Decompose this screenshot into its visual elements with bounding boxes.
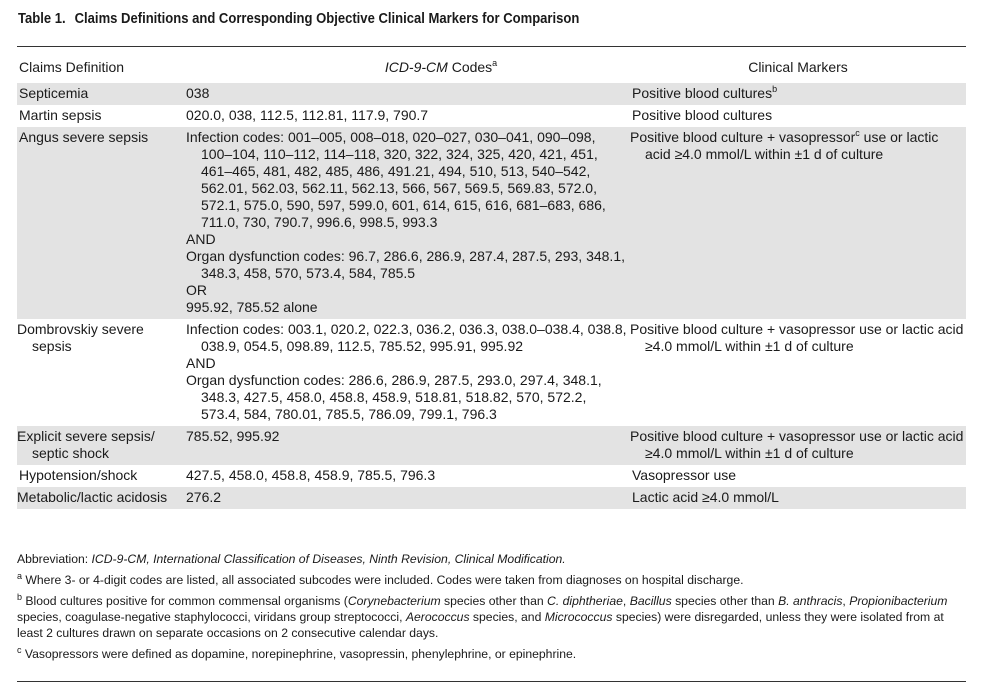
header-clinical-markers: Clinical Markers bbox=[748, 59, 848, 75]
marker-cell: Positive blood culture + vasopressor$^c$ use or lactic acid ≥4.0 mmol/L within ±1 d of culture bbox=[630, 127, 966, 319]
marker-cell: Lactic acid ≥4.0 mmol/L bbox=[630, 487, 966, 509]
footnote-b: $^b$ Blood cultures positive for common commensal organisms (Corynebacterium species other than C. diphtheriae, Bacillus species other than B. anthracis, Propionibacterium species, coagulase-negative staphylococci, viridans group streptococci, Aerococcus species, and Micrococcus species) were disregarded, unless they were isolated from at least 2 cultures drawn on separate occasions on 2 consecutive calendar days. bbox=[17, 592, 948, 640]
infection-codes: Infection codes: 003.1, 020.2, 022.3, 036.2, 036.3, 038.0–038.4, 038.8, 038.9, 054.5, 098.89, 112.5, 785.52, 995.91, 995.92 bbox=[186, 321, 627, 354]
table-row bbox=[17, 127, 966, 319]
organ-dysfunction-codes: Organ dysfunction codes: 286.6, 286.9, 287.5, 293.0, 297.4, 348.1, 348.3, 427.5, 458.0, 458.8, 458.9, 518.81, 518.82, 570, 572.2, 573.4, 584, 780.01, 785.5, 786.09, 799.1, 796.3 bbox=[186, 372, 602, 422]
and-connector: AND bbox=[186, 231, 216, 247]
organ-dysfunction-codes: Organ dysfunction codes: 96.7, 286.6, 286.9, 287.4, 287.5, 293, 348.1, 348.3, 458, 570, 573.4, 584, 785.5 bbox=[186, 248, 625, 281]
top-rule bbox=[17, 46, 966, 47]
footnote-c: $^c$ Vasopressors were defined as dopamine, norepinephrine, vasopressin, phenylephrine, or epinephrine. bbox=[17, 645, 577, 661]
header-icd-codes: ICD-9-CM Codes$^a$ bbox=[384, 58, 498, 75]
definition-cell: Martin sepsis bbox=[19, 107, 102, 123]
marker-cell: Positive blood culture + vasopressor use or lactic acid ≥4.0 mmol/L within ±1 d of culture bbox=[630, 426, 966, 465]
header-row bbox=[17, 56, 966, 83]
table-caption: Claims Definitions and Corresponding Objective Clinical Markers for Comparison bbox=[74, 11, 580, 27]
marker-cell: Positive blood cultures$^b$ bbox=[630, 83, 966, 105]
claims-table bbox=[17, 56, 966, 509]
definition-cell: Dombrovskiy severe sepsis bbox=[17, 321, 144, 354]
bottom-rule bbox=[17, 681, 966, 682]
table-row bbox=[17, 105, 966, 127]
and-connector: AND bbox=[186, 355, 216, 371]
marker-cell: Positive blood culture + vasopressor use or lactic acid ≥4.0 mmol/L within ±1 d of culture bbox=[630, 321, 964, 354]
table-number: Table 1. bbox=[18, 11, 66, 27]
codes-cell bbox=[184, 319, 630, 426]
codes-cell bbox=[184, 127, 630, 319]
codes-cell: 276.2 bbox=[184, 487, 630, 509]
table-title bbox=[18, 11, 579, 27]
definition-cell: Metabolic/lactic acidosis bbox=[17, 487, 184, 509]
header-claims-definition: Claims Definition bbox=[19, 59, 125, 75]
definition-cell: Explicit severe sepsis/ septic shock bbox=[17, 426, 184, 465]
codes-cell: 020.0, 038, 112.5, 112.81, 117.9, 790.7 bbox=[186, 107, 429, 123]
definition-cell: Septicemia bbox=[17, 83, 184, 105]
marker-cell: Vasopressor use bbox=[632, 467, 737, 483]
footnote-a: $^a$ Where 3- or 4-digit codes are listed, all associated subcodes were included. Codes were taken from diagnoses on hospital discharge. bbox=[17, 571, 744, 587]
marker-cell: Positive blood cultures bbox=[632, 107, 773, 123]
definition-cell: Angus severe sepsis bbox=[17, 127, 184, 319]
table-row bbox=[17, 487, 966, 509]
infection-codes: Infection codes: 001–005, 008–018, 020–027, 030–041, 090–098, 100–104, 110–112, 114–118, 320, 322, 324, 325, 420, 421, 451, 461–465, 481, 482, 485, 486, 491.21, 494, 510, 513, 540–542, 562.01, 562.03, 562.11, 562.13, 566, 567, 569.5, 569.83, 572.0, 572.1, 575.0, 590, 597, 599.0, 601, 614, 615, 616, 681–683, 686, 711.0, 730, 790.7, 996.6, 998.5, 993.3 bbox=[186, 129, 606, 230]
alone-codes: 995.92, 785.52 alone bbox=[186, 299, 318, 315]
or-connector: OR bbox=[186, 282, 207, 298]
codes-cell: 038 bbox=[184, 83, 630, 105]
table-footnotes bbox=[17, 551, 966, 667]
table-row bbox=[17, 319, 966, 426]
abbreviation-note: Abbreviation: ICD-9-CM, International Classification of Diseases, Ninth Revision, Clinical Modification. bbox=[17, 552, 566, 566]
table-row bbox=[17, 426, 966, 465]
table-row bbox=[17, 465, 966, 487]
definition-cell: Hypotension/shock bbox=[19, 467, 138, 483]
codes-cell: 427.5, 458.0, 458.8, 458.9, 785.5, 796.3 bbox=[186, 467, 436, 483]
codes-cell: 785.52, 995.92 bbox=[184, 426, 630, 465]
table-row bbox=[17, 83, 966, 105]
